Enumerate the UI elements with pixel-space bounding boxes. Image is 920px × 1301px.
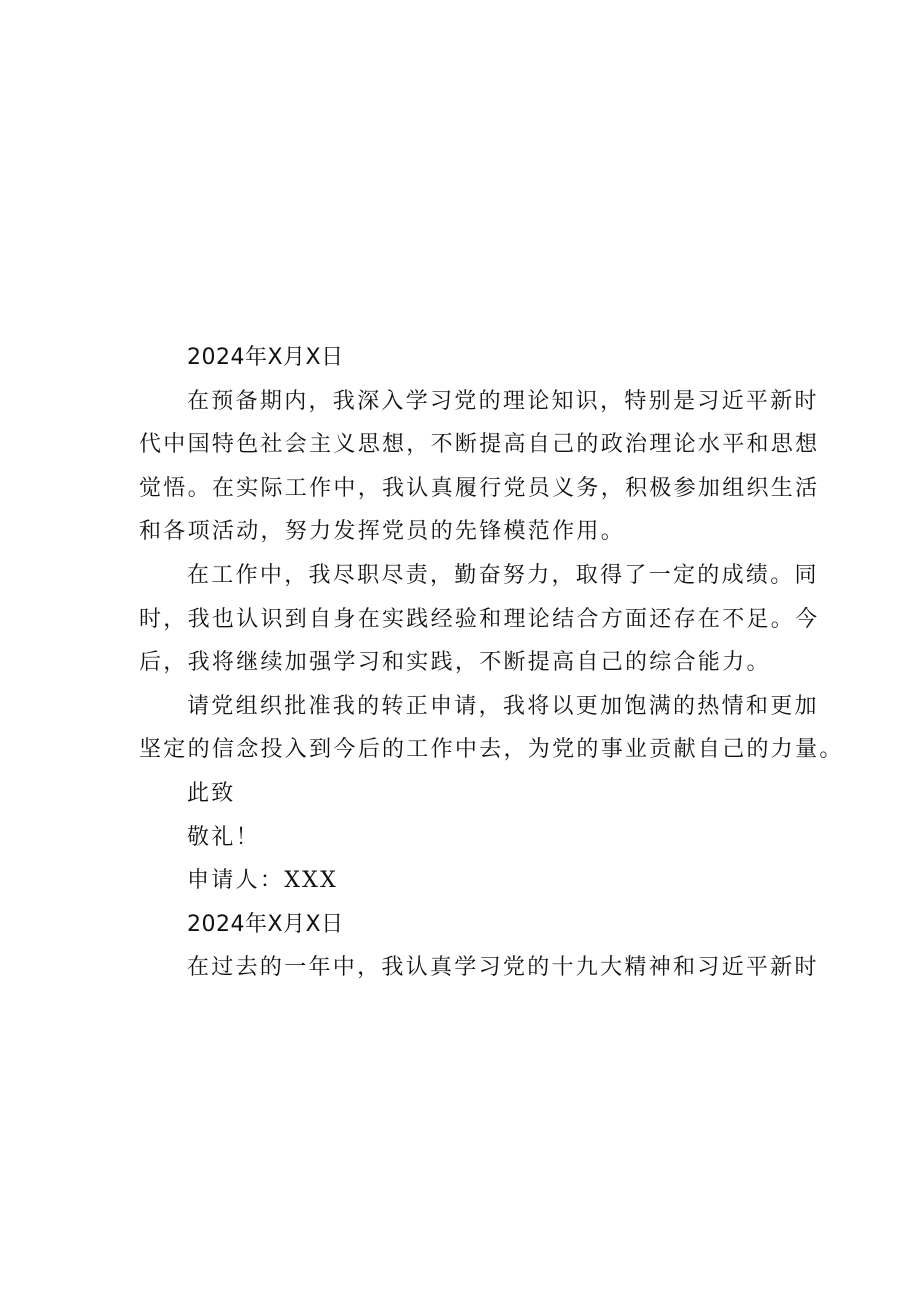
applicant-signature: 申请人：XXX <box>187 868 339 894</box>
paragraph-line: 在工作中，我尽职尽责，勤奋努力，取得了一定的成绩。同 <box>187 562 819 588</box>
paragraph-line: 后，我将继续加强学习和实践，不断提高自己的综合能力。 <box>139 650 771 676</box>
paragraph-line: 代中国特色社会主义思想，不断提高自己的政治理论水平和思想 <box>139 432 820 458</box>
paragraph-line: 觉悟。在实际工作中，我认真履行党员义务，积极参加组织生活 <box>139 475 820 501</box>
paragraph-preparatory-period <box>139 380 820 554</box>
paragraph-past-year-start: 在过去的一年中，我认真学习党的十九大精神和习近平新时 <box>187 955 819 981</box>
paragraph-line: 坚定的信念投入到今后的工作中去，为党的事业贡献自己的力量。 <box>139 737 844 763</box>
letter-body <box>139 336 844 990</box>
closing-respect: 敬礼！ <box>187 824 260 850</box>
paragraph-line: 和各项活动，努力发挥党员的先锋模范作用。 <box>139 519 626 545</box>
paragraph-line: 请党组织批准我的转正申请，我将以更加饱满的热情和更加 <box>187 693 819 719</box>
closing-salutation: 此致 <box>187 780 236 806</box>
date-top: 2024年X月X日 <box>187 345 344 370</box>
paragraph-line: 在预备期内，我深入学习党的理论知识，特别是习近平新时 <box>187 388 819 414</box>
paragraph-line: 时，我也认识到自身在实践经验和理论结合方面还存在不足。今 <box>139 606 820 632</box>
paragraph-request <box>139 685 844 772</box>
paragraph-work-performance <box>139 554 820 685</box>
date-bottom: 2024年X月X日 <box>187 911 344 937</box>
